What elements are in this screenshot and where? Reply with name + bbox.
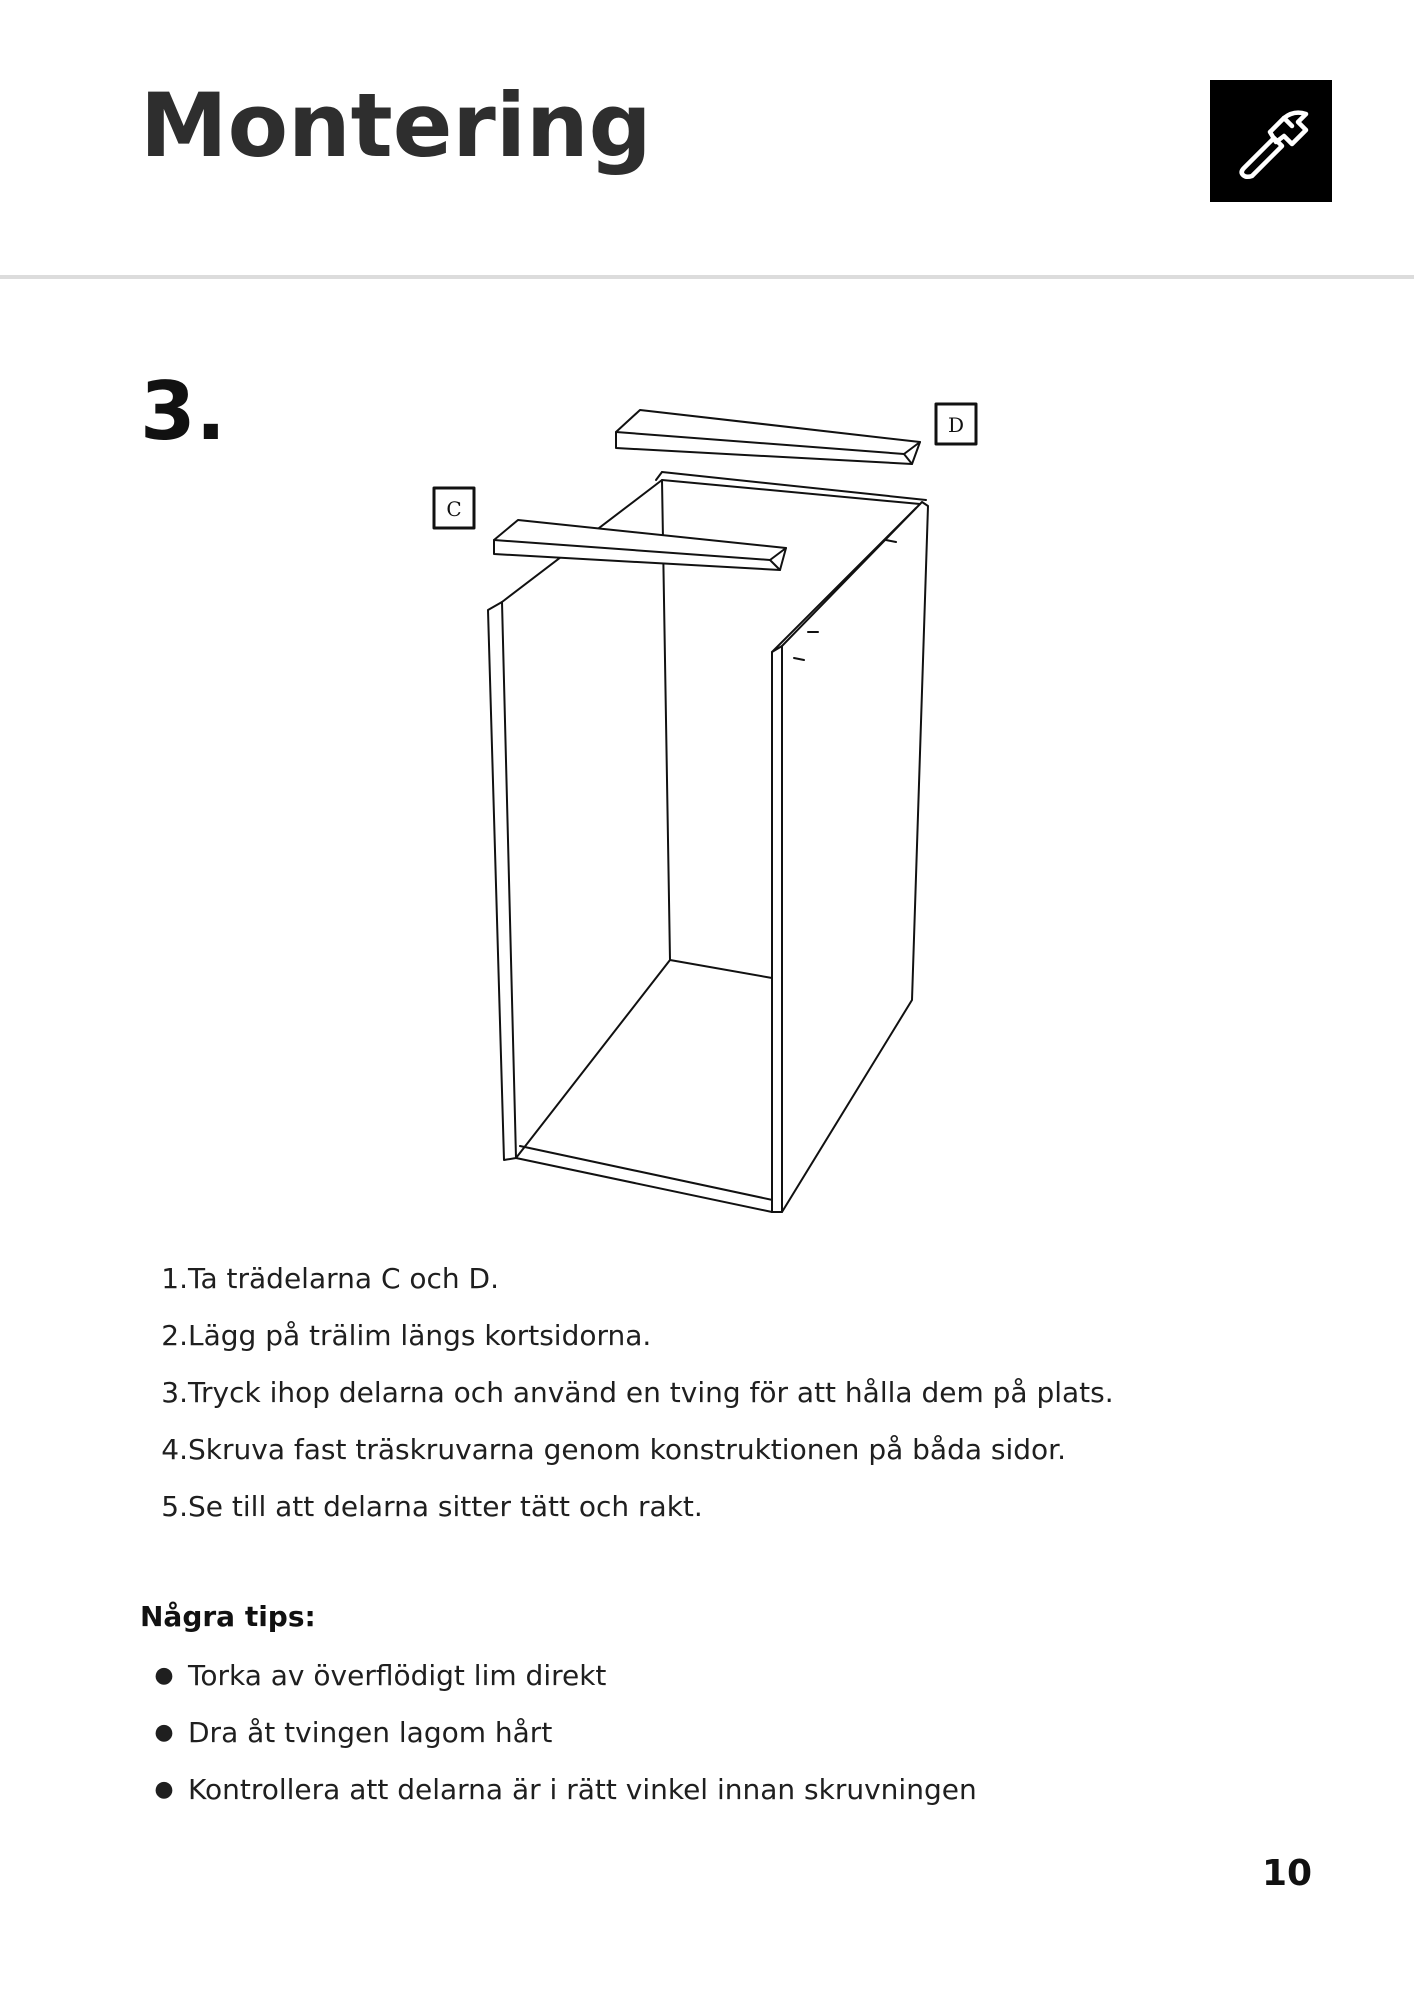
tips-list xyxy=(140,1652,977,1823)
list-item: ● Torka av överflödigt lim direkt xyxy=(140,1652,977,1709)
page-title: Montering xyxy=(140,74,652,177)
list-item: 5. Se till att delarna sitter tätt och rakt. xyxy=(161,1490,703,1523)
cabinet-bottom xyxy=(516,1146,782,1212)
label-c: C xyxy=(446,497,462,521)
hammer-icon xyxy=(1210,80,1332,202)
list-item: 1. Ta trädelarna C och D. xyxy=(161,1262,500,1295)
board-c xyxy=(494,520,786,570)
bullet-icon: ● xyxy=(154,1663,174,1688)
tips-heading: Några tips: xyxy=(140,1600,316,1633)
cabinet-left-panel xyxy=(488,602,516,1160)
list-item: ● Kontrollera att delarna är i rätt vinkel innan skruvningen xyxy=(140,1766,977,1823)
cabinet-right-panel xyxy=(772,646,782,1212)
label-d: D xyxy=(947,413,965,437)
list-item: ● Dra åt tvingen lagom hårt xyxy=(140,1709,977,1766)
bullet-icon: ● xyxy=(154,1720,174,1745)
board-d xyxy=(616,410,920,464)
list-item: 2. Lägg på trälim längs kortsidorna. xyxy=(161,1319,652,1352)
page-number: 10 xyxy=(1262,1853,1313,1894)
step-number: 3. xyxy=(140,365,227,458)
header-divider xyxy=(0,275,1414,279)
bullet-icon: ● xyxy=(154,1777,174,1802)
list-item: 4. Skruva fast träskruvarna genom konstruktionen på båda sidor. xyxy=(161,1433,1067,1466)
list-item: 3. Tryck ihop delarna och använd en tving för att hålla dem på plats. xyxy=(161,1376,1114,1409)
assembly-illustration xyxy=(400,370,965,1220)
instruction-list xyxy=(140,1255,1114,1540)
